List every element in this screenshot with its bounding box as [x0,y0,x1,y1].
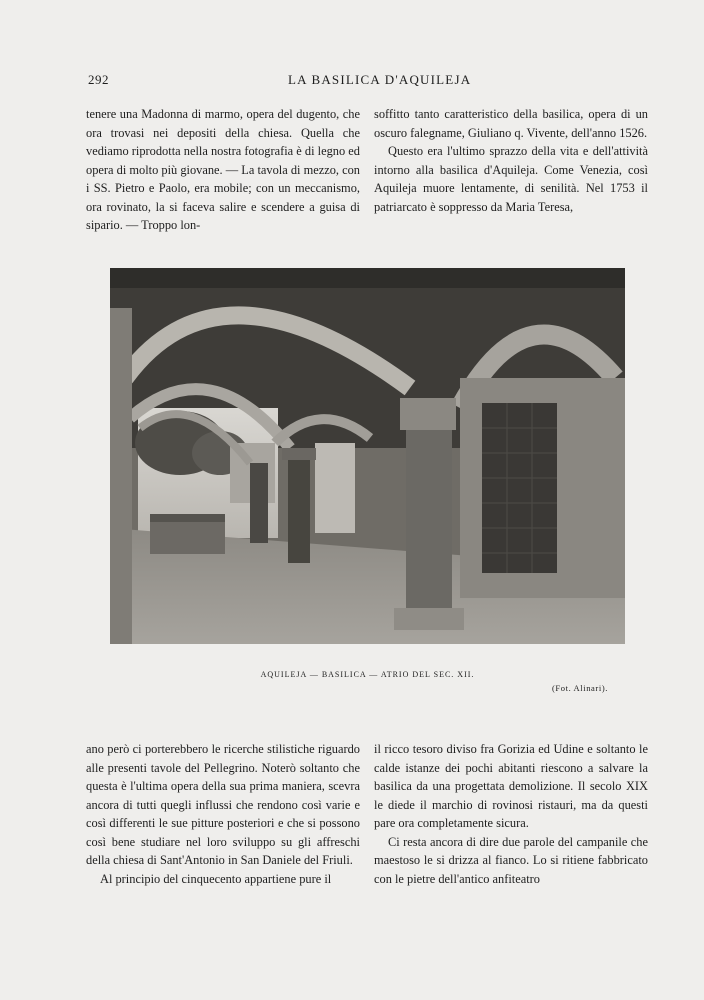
paragraph: tenere una Madonna di marmo, opera del dugento, che ora trovasi nei depositi della chiesa. Quella che vediamo riprodotta nella nostra fotografia è di legno ed opera di molto più giovane. — La tavola di mezzo, con i SS. Pietro e Paolo, era mobile; con un meccanismo, ora rovinato, la si faceva salire e scendere a guisa di sipario. — Troppo lon- [86,107,360,232]
photo-credit: (Fot. Alinari). [552,683,608,693]
column-top-right [374,105,648,216]
paragraph: Questo era l'ultimo sprazzo della vita e dell'attività intorno alla basilica d'Aquileja. Come Venezia, così Aquileja muore lentamente, di senilità. Nel 1753 il patriarcato è soppresso da Maria Teresa, [374,144,648,214]
column-bottom-left [86,740,360,888]
column-top-left [86,105,360,235]
photo-illustration [110,268,625,644]
paragraph: soffitto tanto caratteristico della basilica, opera di un oscuro falegname, Giuliano q. Vivente, dell'anno 1526. [374,107,648,140]
figure-caption: AQUILEJA — BASILICA — ATRIO DEL SEC. XII. [260,670,475,679]
page-number: 292 [88,72,109,87]
paragraph: Ci resta ancora di dire due parole del campanile che maestoso le si drizza al fianco. Lo si ritiene fabbricato con le pietre dell'antico anfiteatro [374,834,648,886]
atrium-photograph [110,268,625,644]
running-head: LA BASILICA D'AQUILEJA [288,72,472,87]
paragraph: il ricco tesoro diviso fra Gorizia ed Udine e soltanto le calde istanze dei pochi abitanti riescono a salvare la basilica da una progettata demolizione. Il secolo XIX le diede il marchio di rovinosi ristauri, ma da questi pare ora completamente sicura. [374,742,648,830]
paragraph: Al principio del cinquecento appartiene pure il [100,871,332,886]
column-bottom-right [374,740,648,888]
paragraph: ano però ci porterebbero le ricerche stilistiche riguardo alle presenti tavole del Pellegrino. Noterò soltanto che questa è l'ultima opera della sua prima maniera, scevra ancora di tutti quegli influssi che rendono così varie e così differenti le sue pitture posteriori e che si possono così bene studiare nel loro sviluppo su gli affreschi della chiesa di Sant'Antonio in San Daniele del Friuli. [86,742,360,867]
